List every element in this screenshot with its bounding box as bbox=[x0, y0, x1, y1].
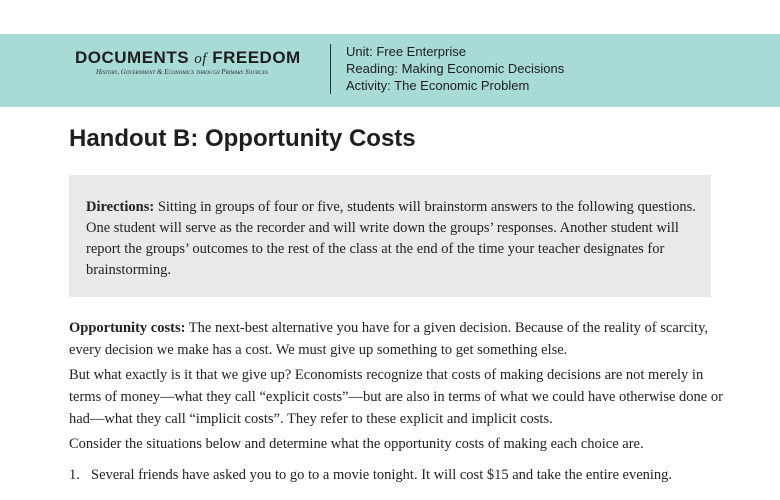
header-divider bbox=[330, 44, 331, 94]
explanation-paragraph: But what exactly is it that we give up? Economists recognize that costs of making decisions are not merely in terms of money—what they call “explicit costs”—but are also in terms of what we could have otherwise done or had—what they call “implicit costs”. They refer to these explicit and implicit costs. bbox=[69, 367, 723, 427]
list-item-number: 1. bbox=[69, 467, 80, 483]
definition-paragraph bbox=[69, 317, 734, 361]
logo-documents: DOCUMENTS bbox=[75, 48, 190, 67]
unit-label: Unit: Free Enterprise bbox=[346, 44, 466, 59]
directions-text bbox=[86, 197, 698, 281]
activity-label: Activity: The Economic Problem bbox=[346, 78, 530, 93]
logo-subtitle: History, Government & Economics through Primary Sources bbox=[96, 68, 268, 76]
instruction-paragraph: Consider the situations below and determine what the opportunity costs of making each choice are. bbox=[69, 436, 644, 452]
logo-of: of bbox=[194, 51, 207, 67]
definition-term: Opportunity costs: bbox=[69, 320, 186, 336]
directions-label: Directions: bbox=[86, 199, 155, 215]
logo bbox=[75, 48, 301, 68]
logo-freedom: FREEDOM bbox=[212, 48, 301, 67]
page-title: Handout B: Opportunity Costs bbox=[69, 125, 416, 152]
reading-label: Reading: Making Economic Decisions bbox=[346, 61, 565, 76]
definition-text: The next-best alternative you have for a given decision. Because of the reality of scarcity, every decision we make has a cost. We must give up something to get something else. bbox=[69, 320, 709, 358]
directions-body: Sitting in groups of four or five, students will brainstorm answers to the following questions. One student will serve as the recorder and will write down the groups’ responses. Another student will report the groups’ outcomes to the rest of the class at the end of the time your teacher designates for brainstorming. bbox=[86, 199, 696, 278]
list-item-text: Several friends have asked you to go to a movie tonight. It will cost $15 and take the entire evening. bbox=[91, 467, 673, 483]
list-item bbox=[69, 464, 734, 486]
